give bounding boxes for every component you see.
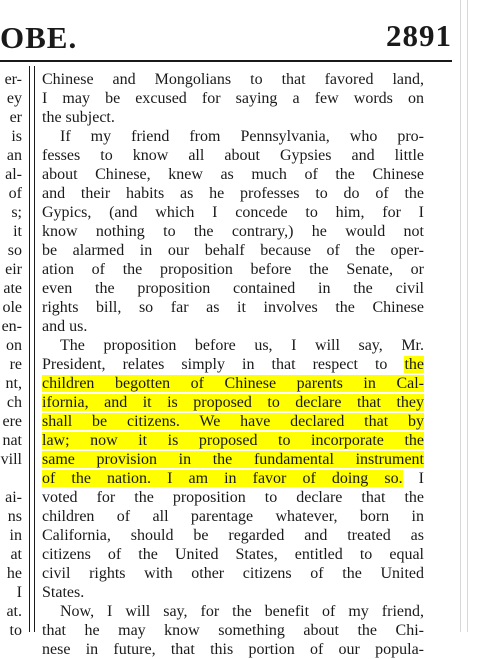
article-text: President, relates simply in that respect to [42,356,405,373]
article-line [42,450,424,469]
left-column-fragment: er [9,109,22,126]
article-line: and us. [42,318,88,335]
left-column-fragment: at. [6,603,22,620]
left-column-fragment: ey [6,90,22,107]
left-column-fragment: ate [3,280,22,297]
article-line [42,355,424,374]
left-column-fragment: to [9,622,22,639]
left-column-fragment: at [10,546,22,563]
article-line: be alarmed in our behalf because of the oper- [42,242,424,259]
left-column-fragment: ch [6,394,22,411]
article-line: citizens of the United States, entitled to equal [42,546,424,563]
highlighted-text: law; now it is proposed to incorporate the [42,432,424,449]
article-line [42,431,424,450]
left-column-fragment: ai- [5,489,22,506]
left-column-fragment: s; [11,204,22,221]
left-column-fragment: on [6,337,22,354]
left-column-fragment: ere [2,413,22,430]
left-column-fragment: er- [4,71,22,88]
highlighted-text: same provision in the fundamental instrument [42,451,424,468]
highlighted-text: ifornia, and it is proposed to declare that they [42,394,424,411]
article-line: Gypics, (and which I concede to him, for I [42,204,424,221]
article-line: about Chinese, knew as much of the Chinese [42,166,424,183]
left-column-fragment: in [9,527,22,544]
left-column-fragment: he [6,565,22,582]
article-text: I [402,470,424,487]
left-column-fragment: eir [5,261,22,278]
article-line [42,469,424,488]
article-line: voted for the proposition to declare that the [42,489,424,506]
article-line: States. [42,584,85,601]
header-rule [0,60,452,62]
left-column-fragment: nat [2,432,22,449]
column-divider [34,66,35,632]
left-column-fragment: ole [2,299,22,316]
article-line [42,412,424,431]
left-column-fragment: so [7,242,22,259]
highlighted-text: the [404,356,424,373]
article-line: ation of the proposition before the Senate, or [42,261,424,278]
article-line: children of all parentage whatever, born in [42,508,424,525]
article-line: I may be excused for saying a few words on [42,90,424,107]
article-line [42,374,424,393]
left-column-fragment: I [16,584,22,601]
article-line: rights bill, so far as it involves the Chinese [42,299,424,316]
left-column-fragments [0,70,22,640]
article-line: The proposition before us, I will say, Mr. [60,337,424,354]
left-column-fragment: of [8,185,22,202]
left-column-fragment: al- [5,166,22,183]
article-line: Chinese and Mongolians to that favored land, [42,71,424,88]
page-number: 2891 [386,18,452,53]
article-line: nese in future, that this portion of our popula- [42,641,424,658]
article-line: that he may know something about the Chi- [42,622,424,639]
frame-line [467,0,468,632]
left-column-fragment: is [11,128,22,145]
left-column-fragment: an [6,147,22,164]
left-column-fragment: nt, [5,375,22,392]
column-divider [29,66,30,632]
article-line [42,393,424,412]
highlighted-text: children begotten of Chinese parents in Cal- [42,375,424,392]
left-column-fragment: re [9,356,22,373]
article-line: fesses to know all about Gypsies and little [42,147,424,164]
frame-line [460,0,461,632]
article-line: even the proposition contained in the civil [42,280,424,297]
article-line: and their habits as he professes to do of the [42,185,424,202]
article-line: civil rights with other citizens of the United [42,565,424,582]
left-column-fragment: vill [0,451,22,468]
highlighted-text: of the nation. I am in favor of doing so. [42,470,403,487]
article-line: know nothing to the contrary,) he would not [42,223,424,240]
left-column-fragment: en- [1,318,22,335]
masthead-fragment: OBE. [0,20,78,55]
article-line: Now, I will say, for the benefit of my friend, [60,603,424,620]
highlighted-text: shall be citizens. We have declared that by [42,413,424,430]
left-column-fragment: it [13,223,22,240]
article-line: California, should be regarded and treated as [42,527,424,544]
left-column-fragment: ns [7,508,22,525]
article-line: If my friend from Pennsylvania, who pro- [60,128,424,145]
left-column-fragment [0,469,22,488]
main-article-column [42,70,424,659]
article-line: the subject. [42,109,115,126]
